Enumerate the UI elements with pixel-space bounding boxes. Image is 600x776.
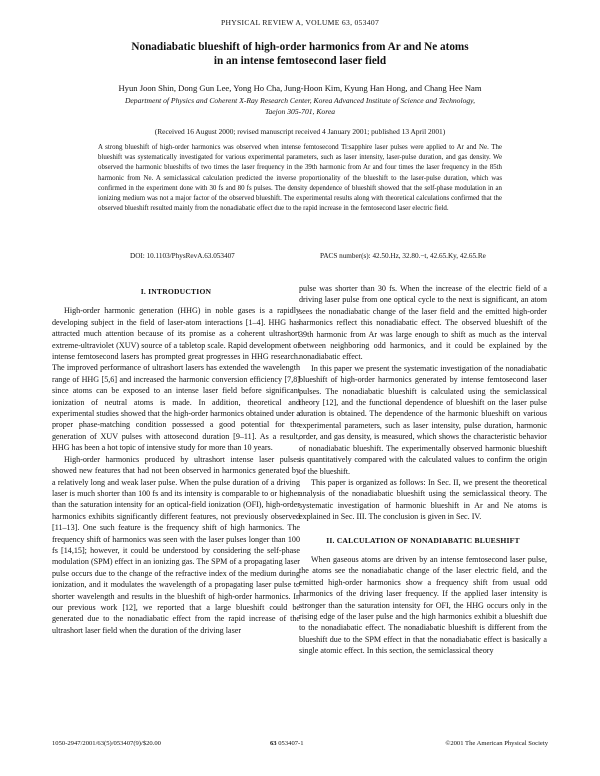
received-dates: (Received 16 August 2000; revised manuscript received 4 January 2001; published 13 April 2001) <box>154 127 446 136</box>
abstract <box>98 143 502 214</box>
paragraph: High-order harmonics produced by ultrashort intense laser pulses showed new features that had not been observed in harmonics generated by a relatively long and weak laser pulse. When the pulse duration of a driving laser is much shorter than 100 fs and its intensity is comparable to or higher than the saturation intensity for an optical-field ionization (OFI), high-order harmonics exhibits significantly different features, not previously observed [11–13]. One such feature is the frequency shift of high harmonics. The frequency shift of harmonics was seen with the laser pulses longer than 100 fs [14,15]; however, it could be understood by considering the self-phase modulation (SPM) effect in an ionizing gas. The SPM of a propagating laser pulse occurs due to the change of the refractive index of the medium during ionization, and it modulates the wavelength of a propagating laser pulse to shorter wavelength and results in the blueshift of high-order harmonics. In our previous work [12], we reported that a large blueshift could be generated due to the nonadiabatic effect from the rapid increase of the ultrashort laser field when the duration of the driving laser <box>52 454 300 635</box>
paragraph: When gaseous atoms are driven by an intense femtosecond laser pulse, the atoms see the nonadiabatic change of the laser electric field, and the emitted high-order harmonics show a frequency shift from usual odd harmonics of the driving laser frequency. If the applied laser intensity is stronger than the saturation intensity for OFI, the HHG occurs only in the rising edge of the laser pulse and the high harmonics exhibit a blueshift due to the nonadiabatic effect. The nonadiabatic blueshift is different from the blueshift due to the SPM effect in that the nonadiabatic effect is basically a single atomic effect. In this section, the semiclassical theory <box>299 554 547 656</box>
footer-article-id: 053407-1 <box>278 740 304 747</box>
left-column <box>52 286 300 636</box>
footer-page-id <box>270 740 304 747</box>
section-heading-calculation: II. CALCULATION OF NONADIABATIC BLUESHIFT <box>326 535 520 545</box>
title-line-2: in an intense femtosecond laser field <box>213 55 387 67</box>
affiliation <box>70 96 530 117</box>
abstract-text: A strong blueshift of high-order harmonics was observed when intense femtosecond Ti:sapphire laser pulses were applied to Ar and Ne. The blueshift was systematically investigated for various experimental parameters, such as laser intensity, laser-pulse duration, and gas density. We observed the harmonic blueshifts of two times the laser frequency in the 39th harmonic from Ar and four times the laser frequency in the 85th harmonic from Ne. A semiclassical calculation predicted the inverse proportionality of the blueshift to the laser-pulse duration, which was confirmed in the experiment done with 30 fs and 80 fs pulses. The density dependence of blueshift showed that the self-phase modulation in an ionizing medium was not a major factor of the observed blueshift. The experimental results along with theoretical calculations confirmed that the observed blueshift resulted mainly from the nonadiabatic effect due to the rapid increase in the femtosecond laser electric field. <box>98 144 502 213</box>
footer-volume: 63 <box>270 740 277 747</box>
section-heading-introduction: I. INTRODUCTION <box>140 287 212 296</box>
paragraph: In this paper we present the systematic investigation of the nonadiabatic blueshift of high-order harmonics generated by intense femtosecond laser pulses. The nonadiabatic blueshift is calculated using the semiclassical theory [12], and the functional dependence of blueshift on the laser pulse duration is obtained. The dependence of the harmonic blueshift on various experimental parameters, such as laser intensity, pulse duration, harmonic order, and gas density, is measured, which shows the characteristic behavior of nonadiabatic blueshift. The experimentally observed harmonic blueshift is quantitatively compared with the calculated values to confirm the origin of the blueshift. <box>299 363 547 476</box>
paragraph: pulse was shorter than 30 fs. When the increase of the electric field of a driving laser pulse from one optical cycle to the next is significant, an atom sees the nonadiabatic change of the laser field and the emitted high-order harmonics reflect this nonadiabatic effect. The observed blueshift of the 39th harmonic from Ar was large enough to shift as much as the interval between neighboring odd harmonics, and it could be explained by the nonadiabatic effect. <box>299 284 547 362</box>
pacs-numbers: PACS number(s): 42.50.Hz, 32.80.−t, 42.65.Ky, 42.65.Re <box>320 252 486 260</box>
paragraph: High-order harmonic generation (HHG) in noble gases is a rapidly developing subject in the field of laser-atom interactions [1–4]. HHG has attracted much attention because of its promise as a coherent ultrashort extreme-ultraviolet (XUV) source of a tabletop scale. Rapid development of intense femtosecond lasers has prompted great progresses in HHG research. The improved performance of ultrashort lasers has extended the wavelength range of HHG [5,6] and increased the harmonic conversion efficiency [7,8] since atoms can be exposed to an intense laser field before significant ionization of neutral atoms is made. In addition, theoretical and experimental studies showed that the high-order harmonics obtained under a proper phase-matching condition possessed a good potential for the generation of XUV pulses with attosecond duration [9–11]. As a result, HHG has been a hot topic of intensive study for more than 10 years. <box>52 306 300 453</box>
footer-publisher: ©2001 The American Physical Society <box>445 740 548 747</box>
author-list: Hyun Joon Shin, Dong Gun Lee, Yong Ho Cha, Jung-Hoon Kim, Kyung Han Hong, and Chang Hee Nam <box>118 83 482 93</box>
paragraph: This paper is organized as follows: In Sec. II, we present the theoretical analysis of the nonadiabatic blueshift using the semiclassical theory. The systematic investigation of harmonic blueshift in Ar and Ne atoms is explained in Sec. III. The conclusion is given in Sec. IV. <box>299 477 547 522</box>
doi: DOI: 10.1103/PhysRevA.63.053407 <box>130 252 235 260</box>
right-column <box>299 283 547 657</box>
journal-header: PHYSICAL REVIEW A, VOLUME 63, 053407 <box>220 18 380 27</box>
footer-copyright-code: 1050-2947/2001/63(5)/053407(9)/$20.00 <box>52 740 161 747</box>
title-line-1: Nonadiabatic blueshift of high-order harmonics from Ar and Ne atoms <box>131 41 469 53</box>
paper-title <box>40 40 560 68</box>
affiliation-line-2: Taejon 305-701, Korea <box>264 106 336 116</box>
affiliation-line-1: Department of Physics and Coherent X-Ray Research Center, Korea Advanced Institute of Science and Technology, <box>124 96 476 105</box>
